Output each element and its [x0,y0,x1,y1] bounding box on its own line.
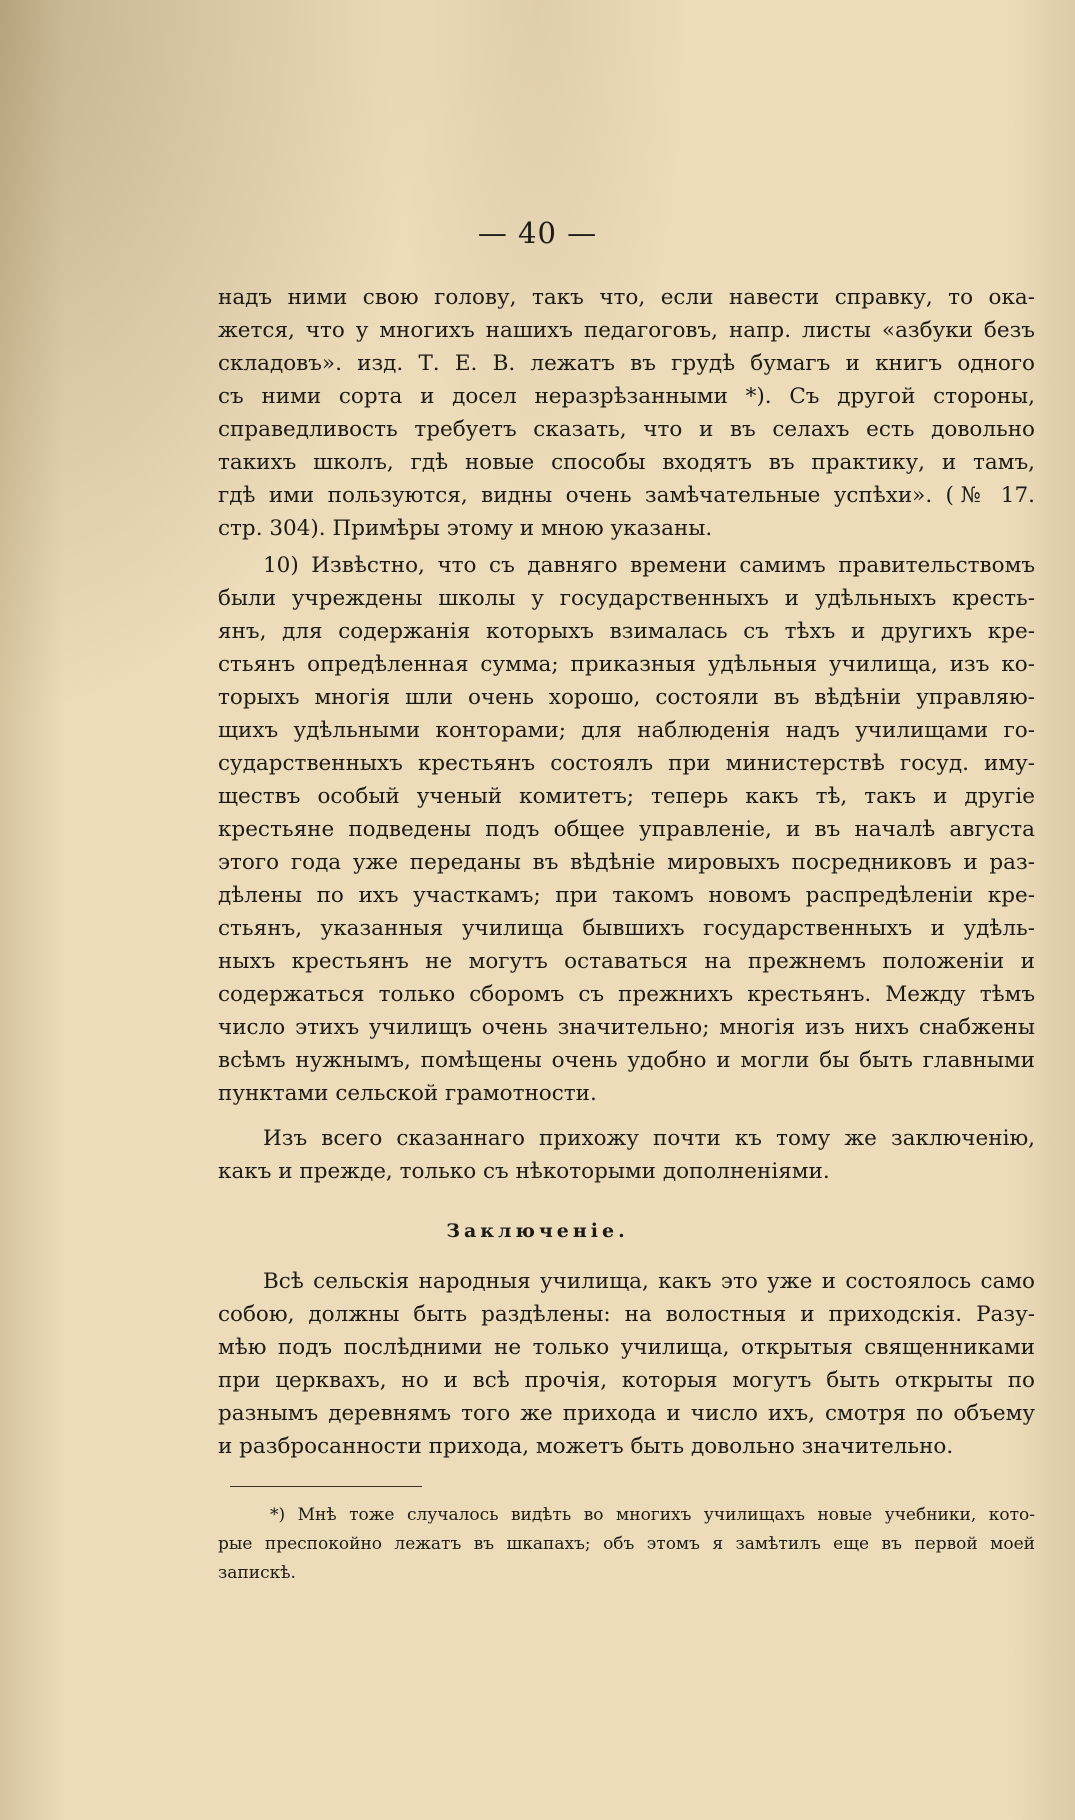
text-line: пунктами сельской грамотности. [218,1081,597,1106]
footnote-line: *) Мнѣ тоже случалось видѣть во многихъ училищахъ новые учебники, кото- [270,1505,1035,1525]
footnote [218,1501,1035,1588]
text-line: дѣлены по ихъ участкамъ; при такомъ новомъ распредѣленіи кре- [218,883,1035,908]
footnote-line: запискѣ. [218,1563,296,1583]
text-line: складовъ». изд. Т. Е. В. лежатъ въ грудѣ бумагъ и книгъ одного [218,351,1035,376]
footnote-divider [230,1486,422,1487]
text-line: и разбросанности прихода, можетъ быть довольно значительно. [218,1434,954,1459]
text-line: 10) Извѣстно, что съ давняго времени самимъ правительствомъ [263,553,1035,578]
text-line: стьянъ опредѣленная сумма; приказныя удѣльныя училища, изъ ко- [218,652,1035,677]
text-line: мѣю подъ послѣдними не только училища, открытыя священниками [218,1335,1035,1360]
paragraph-item-10 [218,549,1035,1110]
page-number: — 40 — [477,216,598,250]
text-line: разнымъ деревнямъ того же прихода и число ихъ, смотря по объему [218,1401,1035,1426]
text-line: какъ и прежде, только съ нѣкоторыми дополненіями. [218,1159,830,1184]
text-line: Всѣ сельскія народныя училища, какъ это уже и состоялось само [263,1269,1035,1294]
section-heading: Заключеніе. [446,1220,629,1242]
text-line: были учреждены школы у государственныхъ и удѣльныхъ кресть- [218,586,1035,611]
text-line: торыхъ многія шли очень хорошо, состояли въ вѣдѣніи управляю- [218,685,1035,710]
text-line: стр. 304). Примѣры этому и мною указаны. [218,516,713,541]
text-line: стьянъ, указанныя училища бывшихъ государственныхъ и удѣль- [218,916,1035,941]
text-line: гдѣ ими пользуются, видны очень замѣчательные успѣхи». (№ 17. [218,483,1035,508]
footnote-line: рые преспокойно лежатъ въ шкапахъ; объ этомъ я замѣтилъ еще въ первой моей [218,1534,1035,1554]
text-line: число этихъ училищъ очень значительно; многія изъ нихъ снабжены [218,1015,1035,1040]
text-line: такихъ школъ, гдѣ новые способы входятъ въ практику, и тамъ, [218,450,1035,475]
text-line: этого года уже переданы въ вѣдѣніе мировыхъ посредниковъ и раз- [218,850,1035,875]
paragraph-conclusion [218,1265,1035,1463]
text-line: сударственныхъ крестьянъ состоялъ при министерствѣ госуд. иму- [218,751,1035,776]
text-line: крестьяне подведены подъ общее управленіе, и въ началѣ августа [218,817,1035,842]
text-line: при церквахъ, но и всѣ прочія, которыя могутъ быть открыты по [218,1368,1035,1393]
text-line: содержаться только сборомъ съ прежнихъ крестьянъ. Между тѣмъ [218,982,1035,1007]
text-line: всѣмъ нужнымъ, помѣщены очень удобно и могли бы быть главными [218,1048,1035,1073]
paragraph-continuation [218,281,1035,545]
text-line: щихъ удѣльными конторами; для наблюденія надъ училищами го- [218,718,1035,743]
text-line: собою, должны быть раздѣлены: на волостныя и приходскія. Разу- [218,1302,1035,1327]
text-line: съ ними сорта и досел неразрѣзанными *). Съ другой стороны, [218,384,1035,409]
text-line: жется, что у многихъ нашихъ педагоговъ, напр. листы «азбуки безъ [218,318,1035,343]
text-line: ществъ особый ученый комитетъ; теперь какъ тѣ, такъ и другіе [218,784,1035,809]
text-line: Изъ всего сказаннаго прихожу почти къ тому же заключенію, [263,1126,1035,1151]
text-line: ныхъ крестьянъ не могутъ оставаться на прежнемъ положеніи и [218,949,1035,974]
text-line: справедливость требуетъ сказать, что и въ селахъ есть довольно [218,417,1035,442]
text-line: надъ ними свою голову, такъ что, если навести справку, то ока- [218,285,1035,310]
text-line: янъ, для содержанія которыхъ взималась съ тѣхъ и другихъ кре- [218,619,1035,644]
paragraph-summary [218,1122,1035,1188]
